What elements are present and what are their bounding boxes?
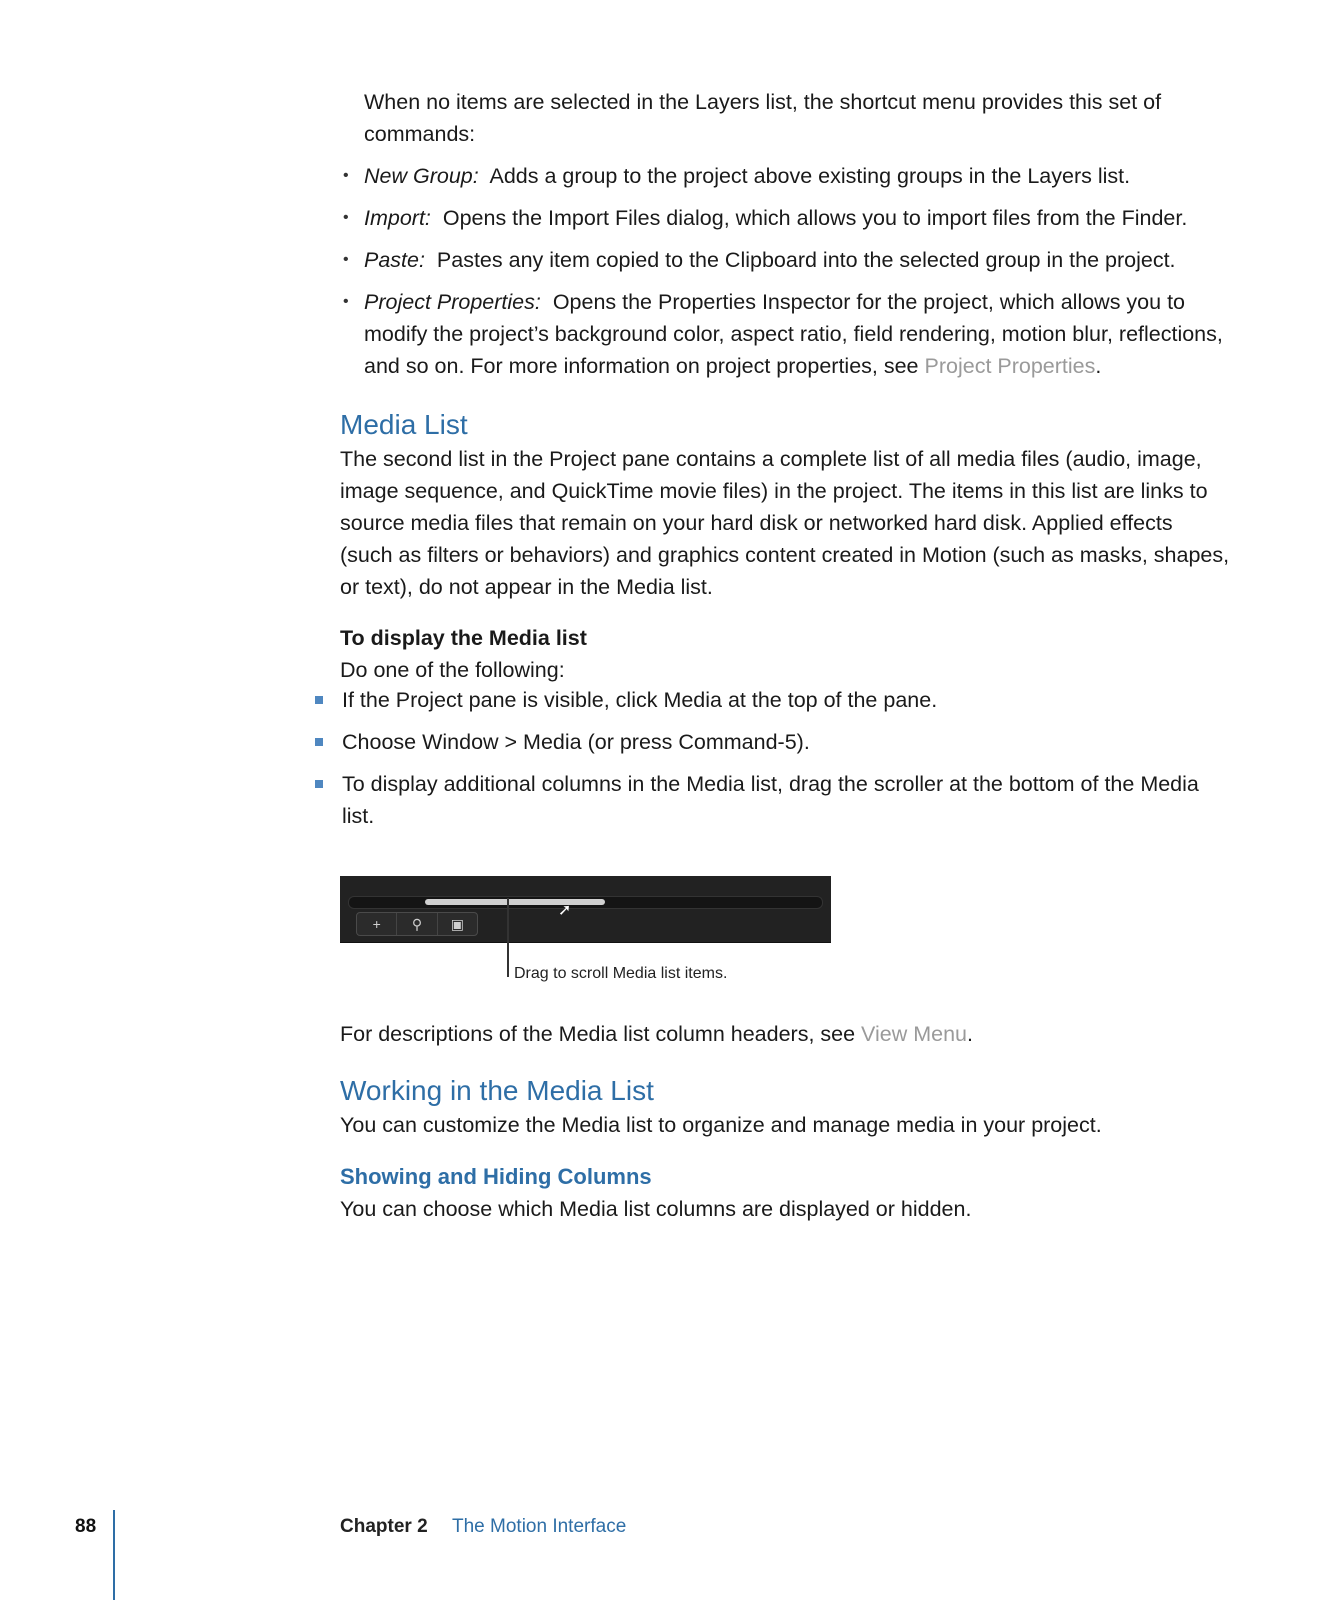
chapter-label: Chapter 2 — [340, 1516, 428, 1537]
media-list-heading: Media List — [340, 409, 468, 440]
command-term: Project Properties: — [364, 290, 541, 314]
chapter-title-link[interactable]: The Motion Interface — [452, 1516, 627, 1537]
intro-paragraph: When no items are selected in the Layers list, the shortcut menu provides this set of commands: — [364, 90, 1162, 146]
task-title: To display the Media list — [340, 626, 587, 650]
command-term: New Group: — [364, 164, 479, 188]
list-item: • Project Properties: Opens the Properties Inspector for the project, which allows you to modify the project’s background color, aspect ratio, field rendering, motion blur, reflections, and so on. For more information on project properties, see Project Properties. — [340, 286, 1240, 382]
task-intro: Do one of the following: — [340, 658, 565, 682]
list-item — [314, 768, 1234, 832]
list-item — [340, 244, 1240, 276]
see-also-paragraph: For descriptions of the Media list column headers, see View Menu. — [340, 1022, 973, 1046]
command-description: Adds a group to the project above existing groups in the Layers list. — [489, 164, 1131, 188]
bullet-dot-icon: • — [343, 167, 349, 184]
command-term: Import: — [364, 206, 431, 230]
bullet-square-icon — [315, 738, 323, 746]
add-icon[interactable]: + — [357, 913, 397, 935]
step-text: If the Project pane is visible, click Media at the top of the pane. — [342, 688, 938, 712]
bullet-square-icon — [315, 696, 323, 704]
list-item — [340, 202, 1240, 234]
scroll-thumb[interactable] — [425, 899, 605, 905]
step-text: Choose Window > Media (or press Command-5). — [342, 730, 810, 754]
list-item — [340, 160, 1240, 192]
page-number: 88 — [75, 1516, 97, 1537]
command-term: Paste: — [364, 248, 425, 272]
thumbnail-view-icon[interactable]: ▣ — [450, 916, 464, 932]
bullet-dot-icon: • — [343, 293, 349, 310]
showing-hiding-paragraph: You can choose which Media list columns are displayed or hidden. — [340, 1197, 972, 1221]
working-heading: Working in the Media List — [340, 1075, 654, 1106]
figure-callout: Drag to scroll Media list items. — [514, 965, 728, 982]
media-list-paragraph: The second list in the Project pane contains a complete list of all media files (audio, image, image sequence, and QuickTime movie files) in the project. The items in this list are links to source media files that remain on your hard disk or networked hard disk. Applied effects (such as filters or behaviors) and graphics content created in Motion (such as masks, shapes, or text), do not appear in the Media list. — [340, 447, 1230, 599]
bullet-dot-icon: • — [343, 209, 349, 226]
task-steps-list — [314, 684, 1234, 842]
see-also-text: For descriptions of the Media list column headers, see — [340, 1022, 856, 1046]
callout-line — [507, 898, 509, 977]
list-item — [314, 684, 1234, 716]
shortcut-commands-list — [340, 160, 1240, 392]
bullet-dot-icon: • — [343, 251, 349, 268]
command-description: Pastes any item copied to the Clipboard into the selected group in the project. — [436, 248, 1176, 272]
showing-hiding-subheading: Showing and Hiding Columns — [340, 1164, 652, 1189]
view-menu-link[interactable]: View Menu — [861, 1022, 968, 1046]
command-description: Opens the Import Files dialog, which allows you to import files from the Finder. — [442, 206, 1188, 230]
project-properties-link[interactable]: Project Properties — [924, 354, 1096, 378]
footer-divider — [113, 1510, 115, 1600]
mouse-pointer-icon: ➚ — [558, 902, 572, 919]
search-icon[interactable]: ⚲ — [397, 913, 437, 935]
list-item — [314, 726, 1234, 758]
working-paragraph: You can customize the Media list to organize and manage media in your project. — [340, 1113, 1102, 1137]
media-list-scroller-figure — [340, 876, 831, 943]
scroll-track[interactable] — [348, 896, 823, 909]
bullet-square-icon — [315, 780, 323, 788]
step-text: To display additional columns in the Media list, drag the scroller at the bottom of the Media list. — [342, 772, 1199, 828]
command-description: Opens the Properties Inspector for the project, which allows you to modify the project’s background color, aspect ratio, field rendering, motion blur, reflections, and so on. For more information on project properties, see — [364, 290, 1223, 378]
media-list-button-group — [356, 912, 478, 936]
